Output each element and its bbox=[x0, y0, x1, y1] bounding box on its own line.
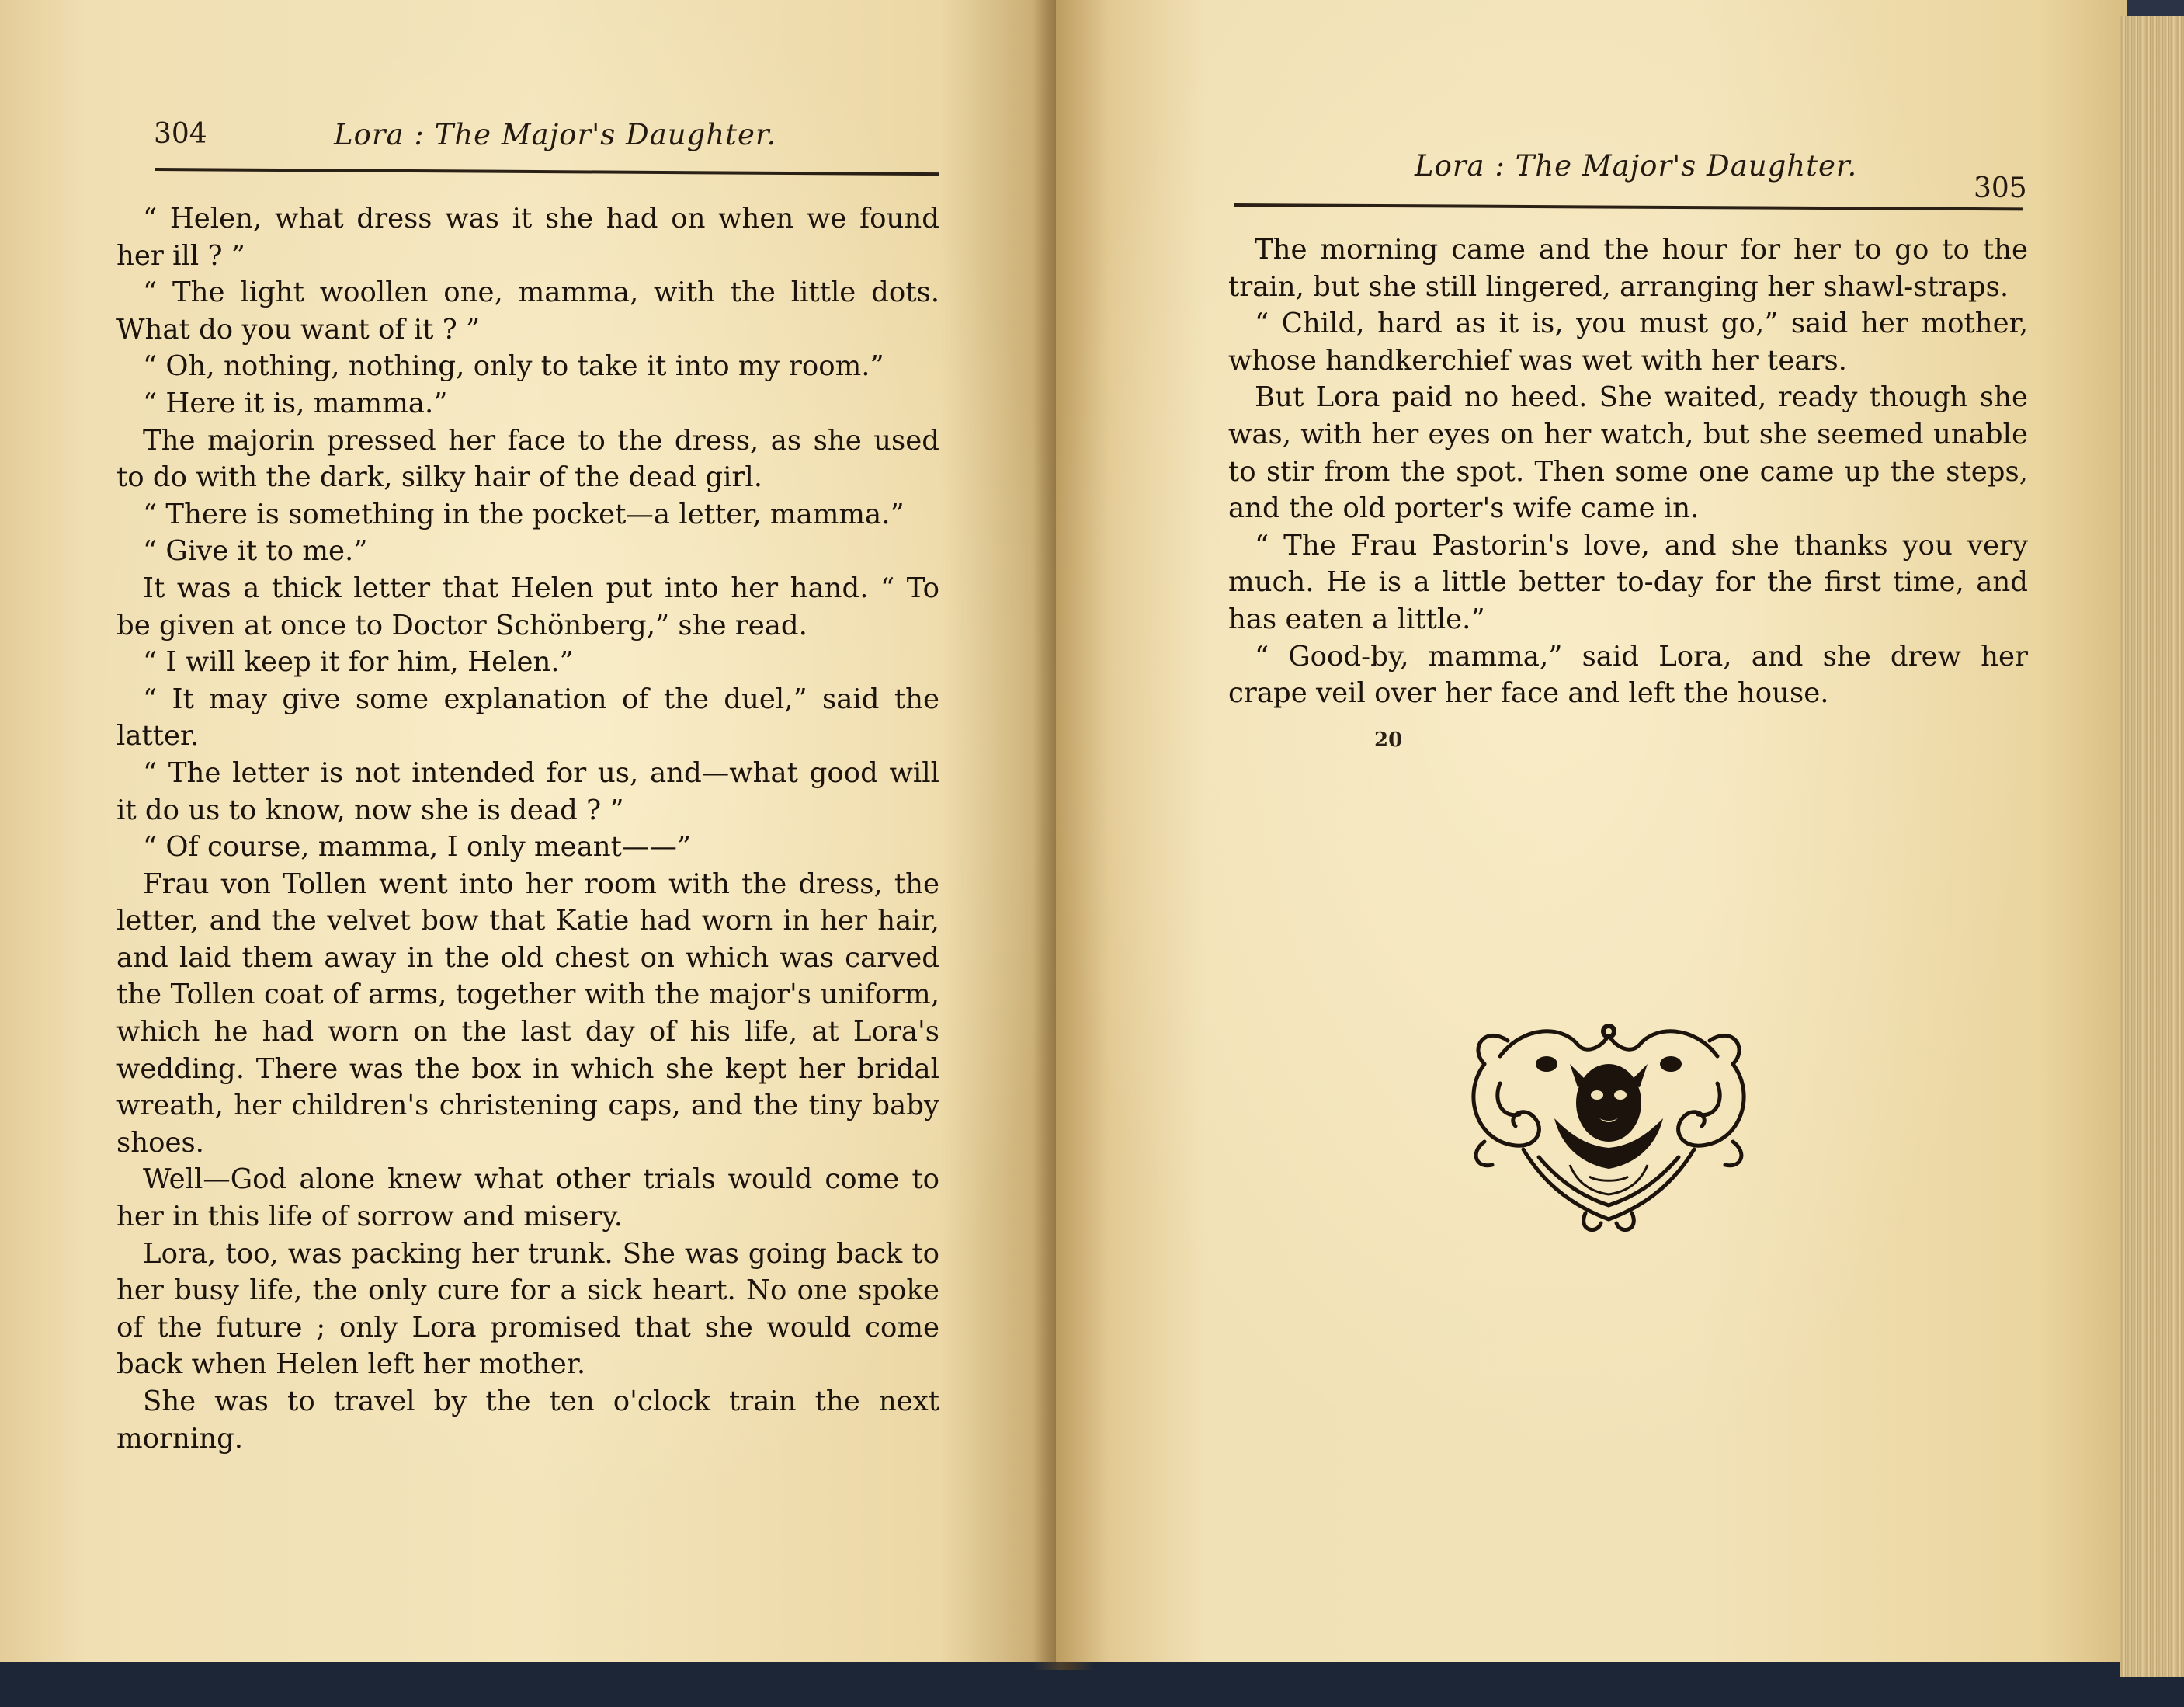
paragraph: “ Good-by, mamma,” said Lora, and she drew her crape veil over her face and left the house. bbox=[1228, 640, 2028, 710]
right-header-rule bbox=[1234, 203, 2023, 210]
left-running-head: Lora : The Major's Daughter. bbox=[334, 118, 777, 151]
right-page bbox=[1056, 0, 2127, 1662]
paragraph: It was a thick letter that Helen put into her hand. “ To be given at once to Doctor Schönberg,” she read. bbox=[116, 572, 939, 641]
right-running-head: Lora : The Major's Daughter. bbox=[1415, 149, 1858, 183]
left-page-text bbox=[116, 200, 939, 1457]
paragraph: “ Oh, nothing, nothing, only to take it into my room.” bbox=[143, 350, 884, 383]
paragraph: “ Give it to me.” bbox=[143, 535, 368, 568]
paragraph: “ Child, hard as it is, you must go,” said her mother, whose handkerchief was wet with her tears. bbox=[1228, 308, 2028, 377]
paragraph: Well—God alone knew what other trials would come to her in this life of sorrow and misery. bbox=[116, 1163, 939, 1233]
page-edges bbox=[2120, 16, 2184, 1677]
left-page bbox=[0, 0, 1068, 1662]
paragraph: She was to travel by the ten o'clock train the next morning. bbox=[116, 1385, 939, 1455]
paragraph: “ The light woollen one, mamma, with the little dots. What do you want of it ? ” bbox=[116, 276, 939, 346]
paragraph: Frau von Tollen went into her room with the dress, the letter, and the velvet bow that Katie had worn in her hair, and laid them away in the old chest on which was carved the Tollen coat of arms, together with the major's uniform, which he had worn on the last day of his life, at Lora's wedding. There was the box in which she kept her bridal wreath, her children's christening caps, and the tiny baby shoes. bbox=[116, 867, 939, 1159]
paragraph: “ The Frau Pastorin's love, and she thanks you very much. He is a little better to-day for the first time, and has eaten a little.” bbox=[1228, 529, 2028, 635]
paragraph: “ There is something in the pocket—a letter, mamma.” bbox=[143, 498, 905, 530]
paragraph: Lora, too, was packing her trunk. She was going back to her busy life, the only cure for a sick heart. No one spoke of the future ; only Lora promised that she would come back when Helen left her mother. bbox=[116, 1237, 939, 1381]
paragraph: The majorin pressed her face to the dress, as she used to do with the dark, silky hair of the dead girl. bbox=[116, 424, 939, 494]
paragraph: “ Helen, what dress was it she had on when we found her ill ? ” bbox=[116, 203, 939, 272]
right-page-number: 305 bbox=[1974, 172, 2027, 204]
paragraph: The morning came and the hour for her to go to the train, but she still lingered, arranging her shawl-straps. bbox=[1228, 234, 2028, 303]
left-header-rule bbox=[155, 168, 939, 176]
right-page-text bbox=[1228, 231, 2028, 712]
signature-mark: 20 bbox=[1374, 728, 1403, 752]
paragraph: “ Here it is, mamma.” bbox=[143, 387, 448, 419]
paragraph: But Lora paid no heed. She waited, ready though she was, with her eyes on her watch, but she seemed unable to stir from the spot. Then some one came up the steps, and the old porter's wife came in. bbox=[1228, 381, 2028, 525]
paragraph: “ The letter is not intended for us, and—what good will it do us to know, now she is dead ? ” bbox=[116, 756, 939, 826]
left-page-number: 304 bbox=[154, 118, 207, 150]
paragraph: “ Of course, mamma, I only meant——” bbox=[143, 831, 692, 864]
ornamental-tailpiece-icon bbox=[1453, 1010, 1764, 1235]
paragraph: “ It may give some explanation of the duel,” said the latter. bbox=[116, 683, 939, 753]
paragraph: “ I will keep it for him, Helen.” bbox=[143, 646, 574, 679]
